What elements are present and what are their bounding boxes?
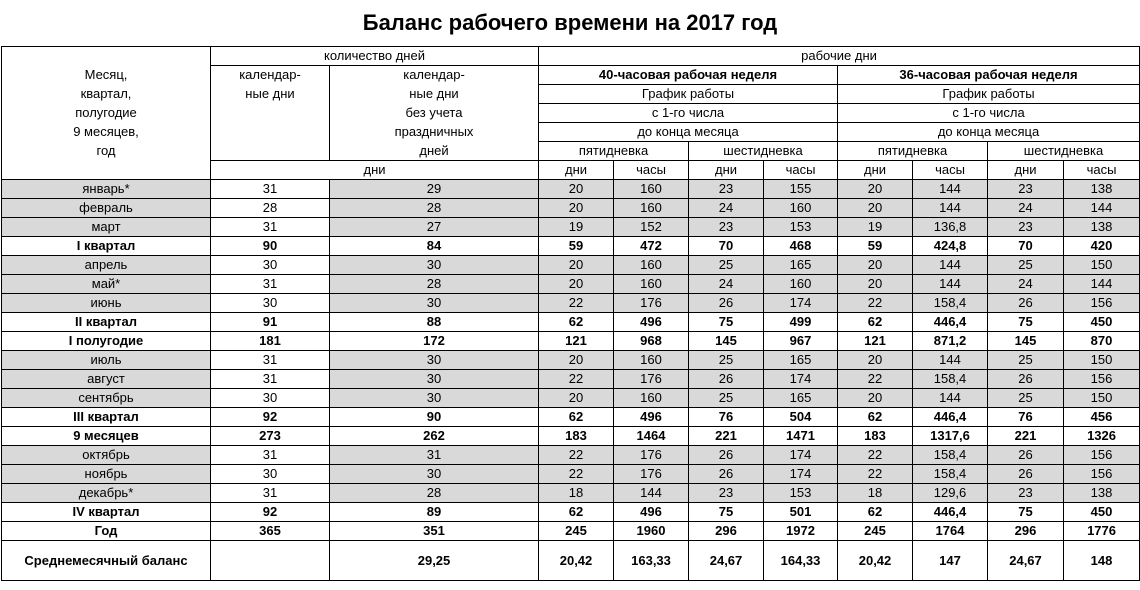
table-cell: 22 (838, 370, 913, 389)
table-cell: 504 (764, 408, 838, 427)
summary-row (2, 503, 1140, 522)
table-cell (211, 541, 330, 581)
table-cell: 20 (838, 199, 913, 218)
table-cell: 22 (539, 294, 614, 313)
table-cell: 30 (330, 351, 539, 370)
table-cell: 22 (539, 370, 614, 389)
table-cell: 160 (764, 199, 838, 218)
table-cell: 29,25 (330, 541, 539, 581)
table-cell: 296 (988, 522, 1064, 541)
table-row (2, 180, 1140, 199)
table-cell: 59 (838, 237, 913, 256)
table-cell: 365 (211, 522, 330, 541)
table-cell: 92 (211, 408, 330, 427)
header-schedule-36: График работы (838, 85, 1140, 104)
header-days: дни (539, 161, 614, 180)
table-cell: 1317,6 (913, 427, 988, 446)
table-cell: 18 (838, 484, 913, 503)
table-cell: 456 (1064, 408, 1140, 427)
table-cell: 22 (539, 465, 614, 484)
table-cell: 245 (539, 522, 614, 541)
header-month-line: 9 месяцев, (2, 123, 211, 142)
header-days: дни (838, 161, 913, 180)
table-cell: 30 (211, 465, 330, 484)
table-cell: 31 (211, 484, 330, 503)
table-cell: 150 (1064, 389, 1140, 408)
table-cell: 176 (614, 294, 689, 313)
table-cell: 25 (988, 351, 1064, 370)
table-cell: 446,4 (913, 503, 988, 522)
table-cell: 1960 (614, 522, 689, 541)
table-cell: 31 (211, 446, 330, 465)
table-row (2, 465, 1140, 484)
table-cell: 62 (838, 313, 913, 332)
table-cell: 501 (764, 503, 838, 522)
row-label: июнь (2, 294, 211, 313)
row-label: сентябрь (2, 389, 211, 408)
table-cell: 24 (689, 199, 764, 218)
table-cell: 144 (913, 180, 988, 199)
table-cell: 165 (764, 256, 838, 275)
header-days: дни (689, 161, 764, 180)
table-cell: 144 (913, 351, 988, 370)
table-cell: 472 (614, 237, 689, 256)
table-cell: 144 (1064, 275, 1140, 294)
table-cell: 870 (1064, 332, 1140, 351)
table-row (2, 484, 1140, 503)
table-cell: 221 (689, 427, 764, 446)
table-cell: 23 (689, 218, 764, 237)
table-cell: 245 (838, 522, 913, 541)
table-cell: 20 (539, 389, 614, 408)
row-label: май* (2, 275, 211, 294)
table-cell: 22 (838, 446, 913, 465)
table-cell: 968 (614, 332, 689, 351)
table-cell: 450 (1064, 503, 1140, 522)
header-group-days: количество дней (211, 47, 539, 66)
table-cell: 165 (764, 389, 838, 408)
table-cell: 75 (689, 503, 764, 522)
table-cell: 152 (614, 218, 689, 237)
table-cell: 148 (1064, 541, 1140, 581)
table-cell: 160 (614, 180, 689, 199)
table-cell: 25 (988, 389, 1064, 408)
table-row (2, 218, 1140, 237)
table-cell: 18 (539, 484, 614, 503)
table-cell: 446,4 (913, 313, 988, 332)
table-cell: 144 (913, 199, 988, 218)
table-cell: 29 (330, 180, 539, 199)
table-cell: 156 (1064, 370, 1140, 389)
table-cell: 172 (330, 332, 539, 351)
header-calendar-wo-line: календар- (330, 66, 539, 85)
table-cell: 30 (330, 389, 539, 408)
header-month-line: год (2, 142, 211, 161)
row-label: март (2, 218, 211, 237)
table-cell: 27 (330, 218, 539, 237)
table-cell: 30 (330, 465, 539, 484)
average-row (2, 541, 1140, 581)
table-cell: 144 (1064, 199, 1140, 218)
table-cell: 160 (764, 275, 838, 294)
header-schedule-40: с 1-го числа (539, 104, 838, 123)
header-calendar-wo-line: праздничных (330, 123, 539, 142)
header-calendar-wo-line: без учета (330, 104, 539, 123)
table-cell: 424,8 (913, 237, 988, 256)
header-six-day-40: шестидневка (689, 142, 838, 161)
table-cell: 160 (614, 199, 689, 218)
table-cell: 26 (689, 465, 764, 484)
header-calendar-wo-line: дней (330, 142, 539, 161)
table-cell: 22 (838, 294, 913, 313)
table-cell: 871,2 (913, 332, 988, 351)
table-cell: 136,8 (913, 218, 988, 237)
table-cell: 1776 (1064, 522, 1140, 541)
header-month-line: полугодие (2, 104, 211, 123)
table-cell: 496 (614, 408, 689, 427)
table-cell: 156 (1064, 446, 1140, 465)
header-month-blank (2, 47, 211, 66)
table-cell: 70 (988, 237, 1064, 256)
row-label: январь* (2, 180, 211, 199)
table-cell: 496 (614, 313, 689, 332)
header-week-36: 36-часовая рабочая неделя (838, 66, 1140, 85)
table-cell: 22 (539, 446, 614, 465)
table-cell: 26 (689, 446, 764, 465)
header-month-blank (2, 161, 211, 180)
table-cell: 76 (689, 408, 764, 427)
header-five-day-40: пятидневка (539, 142, 689, 161)
table-cell: 28 (330, 484, 539, 503)
table-cell: 150 (1064, 351, 1140, 370)
table-cell: 62 (838, 503, 913, 522)
row-label: август (2, 370, 211, 389)
table-cell: 24 (988, 275, 1064, 294)
table-cell: 156 (1064, 465, 1140, 484)
row-label: IV квартал (2, 503, 211, 522)
table-cell: 23 (988, 218, 1064, 237)
table-cell: 144 (614, 484, 689, 503)
summary-row (2, 332, 1140, 351)
table-cell: 150 (1064, 256, 1140, 275)
header-schedule-36: с 1-го числа (838, 104, 1140, 123)
table-cell: 138 (1064, 218, 1140, 237)
table-cell: 967 (764, 332, 838, 351)
table-cell: 25 (689, 389, 764, 408)
table-cell: 28 (330, 275, 539, 294)
table-cell: 20 (838, 256, 913, 275)
table-cell: 26 (689, 294, 764, 313)
header-calendar-blank (211, 104, 330, 123)
table-footer (2, 541, 1140, 581)
table-row (2, 294, 1140, 313)
header-month-line: Месяц, (2, 66, 211, 85)
table-body (2, 180, 1140, 541)
table-cell: 138 (1064, 180, 1140, 199)
header-calendar-line: календар- (211, 66, 330, 85)
summary-row (2, 313, 1140, 332)
table-cell: 20 (838, 180, 913, 199)
table-cell: 31 (211, 370, 330, 389)
table-cell: 176 (614, 446, 689, 465)
header-schedule-36: до конца месяца (838, 123, 1140, 142)
table-cell: 92 (211, 503, 330, 522)
table-cell: 62 (838, 408, 913, 427)
table-cell: 20 (539, 256, 614, 275)
summary-row (2, 408, 1140, 427)
page-title: Баланс рабочего времени на 2017 год (362, 10, 778, 35)
table-cell: 181 (211, 332, 330, 351)
summary-row (2, 237, 1140, 256)
header-schedule-40: до конца месяца (539, 123, 838, 142)
header-schedule-40: График работы (539, 85, 838, 104)
table-cell: 20 (539, 180, 614, 199)
table-cell: 62 (539, 503, 614, 522)
table-cell: 25 (689, 351, 764, 370)
table-cell: 145 (988, 332, 1064, 351)
row-label: февраль (2, 199, 211, 218)
table-cell: 20 (539, 351, 614, 370)
table-cell: 174 (764, 446, 838, 465)
table-cell: 1764 (913, 522, 988, 541)
row-label: октябрь (2, 446, 211, 465)
table-cell: 1972 (764, 522, 838, 541)
table-cell: 31 (330, 446, 539, 465)
row-label: июль (2, 351, 211, 370)
table-cell: 25 (988, 256, 1064, 275)
row-label: ноябрь (2, 465, 211, 484)
table-row (2, 199, 1140, 218)
table-cell: 20 (838, 351, 913, 370)
table-cell: 25 (689, 256, 764, 275)
table-cell: 89 (330, 503, 539, 522)
table-cell: 262 (330, 427, 539, 446)
table-cell: 1471 (764, 427, 838, 446)
table-cell: 158,4 (913, 446, 988, 465)
table-cell: 30 (330, 370, 539, 389)
table-cell: 174 (764, 370, 838, 389)
table-cell: 90 (330, 408, 539, 427)
table-cell: 138 (1064, 484, 1140, 503)
table-cell: 158,4 (913, 465, 988, 484)
header-five-day-36: пятидневка (838, 142, 988, 161)
table-cell: 19 (539, 218, 614, 237)
header-hours: часы (913, 161, 988, 180)
table-cell: 70 (689, 237, 764, 256)
table-cell: 76 (988, 408, 1064, 427)
table-cell: 158,4 (913, 370, 988, 389)
table-cell: 75 (988, 503, 1064, 522)
table-cell: 176 (614, 465, 689, 484)
header-days: дни (988, 161, 1064, 180)
header-hours: часы (1064, 161, 1140, 180)
table-cell: 30 (211, 294, 330, 313)
table-cell: 496 (614, 503, 689, 522)
table-cell: 23 (988, 180, 1064, 199)
table-row (2, 275, 1140, 294)
work-time-balance-table (1, 46, 1140, 581)
table-cell: 30 (330, 256, 539, 275)
table-cell: 28 (330, 199, 539, 218)
table-row (2, 446, 1140, 465)
table-cell: 153 (764, 218, 838, 237)
table-cell: 160 (614, 275, 689, 294)
table-cell: 31 (211, 180, 330, 199)
table-cell: 90 (211, 237, 330, 256)
row-label: апрель (2, 256, 211, 275)
table-cell: 62 (539, 408, 614, 427)
table-cell: 84 (330, 237, 539, 256)
table-cell: 221 (988, 427, 1064, 446)
table-cell: 1326 (1064, 427, 1140, 446)
table-cell: 22 (838, 465, 913, 484)
header-calendar-blank (211, 123, 330, 142)
row-label: II квартал (2, 313, 211, 332)
table-cell: 499 (764, 313, 838, 332)
table-cell: 450 (1064, 313, 1140, 332)
table-cell: 176 (614, 370, 689, 389)
table-cell: 26 (988, 465, 1064, 484)
table-cell: 24,67 (689, 541, 764, 581)
table-cell: 160 (614, 256, 689, 275)
table-cell: 23 (988, 484, 1064, 503)
header-calendar-blank (211, 142, 330, 161)
table-cell: 24 (689, 275, 764, 294)
table-cell: 160 (614, 389, 689, 408)
row-label: III квартал (2, 408, 211, 427)
table-cell: 174 (764, 294, 838, 313)
table-cell: 144 (913, 275, 988, 294)
table-cell: 155 (764, 180, 838, 199)
table-cell: 446,4 (913, 408, 988, 427)
table-cell: 183 (539, 427, 614, 446)
header-hours: часы (614, 161, 689, 180)
header-week-40: 40-часовая рабочая неделя (539, 66, 838, 85)
header-calendar-line: ные дни (211, 85, 330, 104)
header-month-line: квартал, (2, 85, 211, 104)
table-cell: 30 (330, 294, 539, 313)
table-cell: 164,33 (764, 541, 838, 581)
header-six-day-36: шестидневка (988, 142, 1140, 161)
table-cell: 296 (689, 522, 764, 541)
table-cell: 144 (913, 256, 988, 275)
table-cell: 20 (539, 199, 614, 218)
row-label: I полугодие (2, 332, 211, 351)
table-cell: 20,42 (838, 541, 913, 581)
table-cell: 145 (689, 332, 764, 351)
table-cell: 273 (211, 427, 330, 446)
header-hours: часы (764, 161, 838, 180)
table-cell: 147 (913, 541, 988, 581)
table-cell: 160 (614, 351, 689, 370)
header-group-work: рабочие дни (539, 47, 1140, 66)
table-cell: 23 (689, 484, 764, 503)
table-cell: 129,6 (913, 484, 988, 503)
table-row (2, 389, 1140, 408)
table-cell: 59 (539, 237, 614, 256)
table-cell: 26 (689, 370, 764, 389)
table-cell: 156 (1064, 294, 1140, 313)
table-cell: 75 (988, 313, 1064, 332)
table-cell: 153 (764, 484, 838, 503)
table-row (2, 351, 1140, 370)
table-cell: 158,4 (913, 294, 988, 313)
table-cell: 26 (988, 294, 1064, 313)
row-label: декабрь* (2, 484, 211, 503)
table-cell: 163,33 (614, 541, 689, 581)
average-label: Среднемесячный баланс (2, 541, 211, 581)
header-calendar-wo-line: ные дни (330, 85, 539, 104)
table-cell: 20 (539, 275, 614, 294)
summary-row (2, 522, 1140, 541)
table-cell: 24 (988, 199, 1064, 218)
table-row (2, 256, 1140, 275)
table-cell: 468 (764, 237, 838, 256)
table-cell: 121 (838, 332, 913, 351)
table-cell: 91 (211, 313, 330, 332)
table-cell: 165 (764, 351, 838, 370)
table-cell: 24,67 (988, 541, 1064, 581)
table-cell: 28 (211, 199, 330, 218)
table-cell: 31 (211, 275, 330, 294)
table-cell: 144 (913, 389, 988, 408)
table-cell: 174 (764, 465, 838, 484)
table-cell: 31 (211, 351, 330, 370)
table-cell: 1464 (614, 427, 689, 446)
table-cell: 30 (211, 389, 330, 408)
table-cell: 351 (330, 522, 539, 541)
table-cell: 30 (211, 256, 330, 275)
table-cell: 75 (689, 313, 764, 332)
row-label: 9 месяцев (2, 427, 211, 446)
row-label: Год (2, 522, 211, 541)
table-cell: 20 (838, 389, 913, 408)
table-cell: 23 (689, 180, 764, 199)
table-cell: 88 (330, 313, 539, 332)
table-row (2, 370, 1140, 389)
table-cell: 183 (838, 427, 913, 446)
header-days-unit: дни (211, 161, 539, 180)
row-label: I квартал (2, 237, 211, 256)
summary-row (2, 427, 1140, 446)
table-cell: 20,42 (539, 541, 614, 581)
table-cell: 19 (838, 218, 913, 237)
table-cell: 26 (988, 446, 1064, 465)
table-cell: 26 (988, 370, 1064, 389)
table-cell: 62 (539, 313, 614, 332)
table-header (2, 47, 1140, 180)
table-cell: 420 (1064, 237, 1140, 256)
table-cell: 31 (211, 218, 330, 237)
table-cell: 20 (838, 275, 913, 294)
table-cell: 121 (539, 332, 614, 351)
